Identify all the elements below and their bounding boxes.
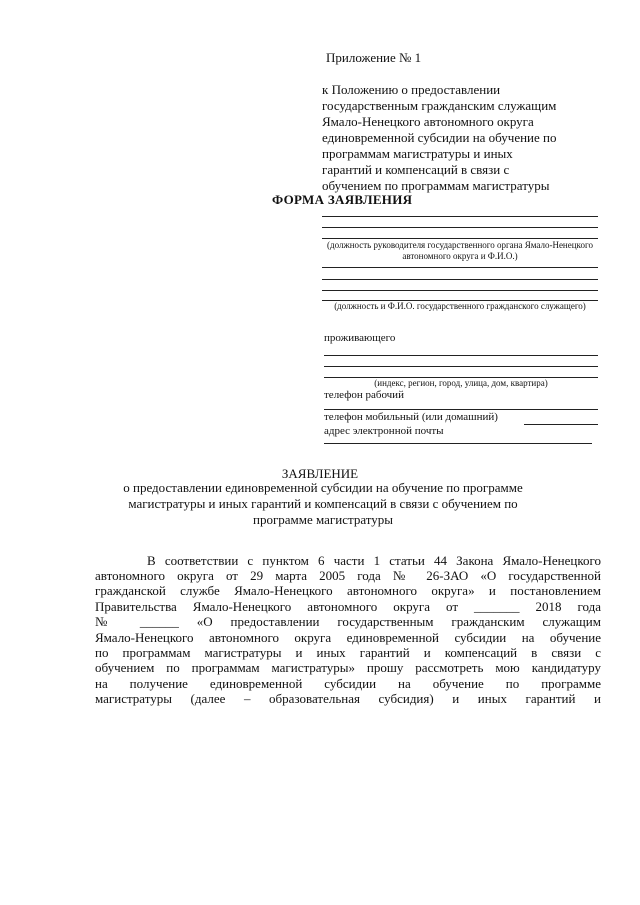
body-line-8: обучением по программам магистратуры» прошу рассмотреть мою кандидатуру <box>95 660 601 675</box>
body-line-5: № ______ «О предоставлении государственным гражданским служащим <box>95 614 601 629</box>
applicant-line-1[interactable] <box>322 267 598 268</box>
head-line-3[interactable] <box>322 238 598 239</box>
applicant-line-2[interactable] <box>322 279 598 280</box>
subject-line-3: программе магистратуры <box>252 512 394 527</box>
body-line-10: магистратуры (далее – образовательная субсидия) и иных гарантий и <box>95 691 601 706</box>
form-title: ФОРМА ЗАЯВЛЕНИЯ <box>272 192 413 207</box>
appendix-title: Приложение № 1 <box>326 50 422 65</box>
body-line-6: Ямало-Ненецкого автономного округа единовременной субсидии на обучение <box>95 630 601 645</box>
address-caption: (индекс, регион, город, улица, дом, квартира) <box>374 378 548 388</box>
residing-label: проживающего <box>324 332 396 344</box>
subject-line-2: магистратуры и иных гарантий и компенсаций в связи с обучением по <box>128 496 518 511</box>
address-line-1[interactable] <box>324 355 598 356</box>
appendix-line-5: программам магистратуры и иных <box>322 146 513 161</box>
body-line-3: гражданской службе Ямало-Ненецкого автономного округа» и постановлением <box>95 583 601 598</box>
mobile-phone-label: телефон мобильный (или домашний) <box>324 411 498 423</box>
appendix-line-1: к Положению о предоставлении <box>322 82 501 97</box>
head-caption: (должность руководителя государственного органа Ямало-Ненецкого автономного округа и Ф.И.О.) <box>327 240 593 261</box>
body-line-9: на получение единовременной субсидии на обучение по программе <box>95 676 601 691</box>
body-line-2: автономного округа от 29 марта 2005 года № 26-ЗАО «О государственной <box>95 568 601 583</box>
statement-subject <box>80 480 566 528</box>
subject-line-1: о предоставлении единовременной субсидии на обучение по программе <box>123 480 523 495</box>
body-line-4: Правительства Ямало-Ненецкого автономного округа от _______ 2018 года <box>95 599 601 614</box>
statement-title: ЗАЯВЛЕНИЕ <box>281 466 359 481</box>
appendix-line-2: государственным гражданским служащим <box>322 98 557 113</box>
address-line-2[interactable] <box>324 366 598 367</box>
body-line-1: В соответствии с пунктом 6 части 1 статьи 44 Закона Ямало-Ненецкого <box>147 553 601 568</box>
work-phone-label: телефон рабочий <box>324 389 404 401</box>
work-phone-line[interactable] <box>324 409 598 410</box>
body-line-7: по программам магистратуры и иных гарантий и компенсаций в связи с <box>95 645 601 660</box>
applicant-line-3[interactable] <box>322 290 598 291</box>
email-line[interactable] <box>324 443 592 444</box>
applicant-caption: (должность и Ф.И.О. государственного гражданского служащего) <box>334 301 586 311</box>
appendix-line-7: обучением по программам магистратуры <box>322 178 550 193</box>
head-line-1[interactable] <box>322 216 598 217</box>
email-label: адрес электронной почты <box>324 425 444 437</box>
appendix-line-6: гарантий и компенсаций в связи с <box>322 162 510 177</box>
mobile-phone-line[interactable] <box>524 424 598 425</box>
appendix-line-4: единовременной субсидии на обучение по <box>322 130 557 145</box>
appendix-line-3: Ямало-Ненецкого автономного округа <box>322 114 534 129</box>
head-line-2[interactable] <box>322 227 598 228</box>
